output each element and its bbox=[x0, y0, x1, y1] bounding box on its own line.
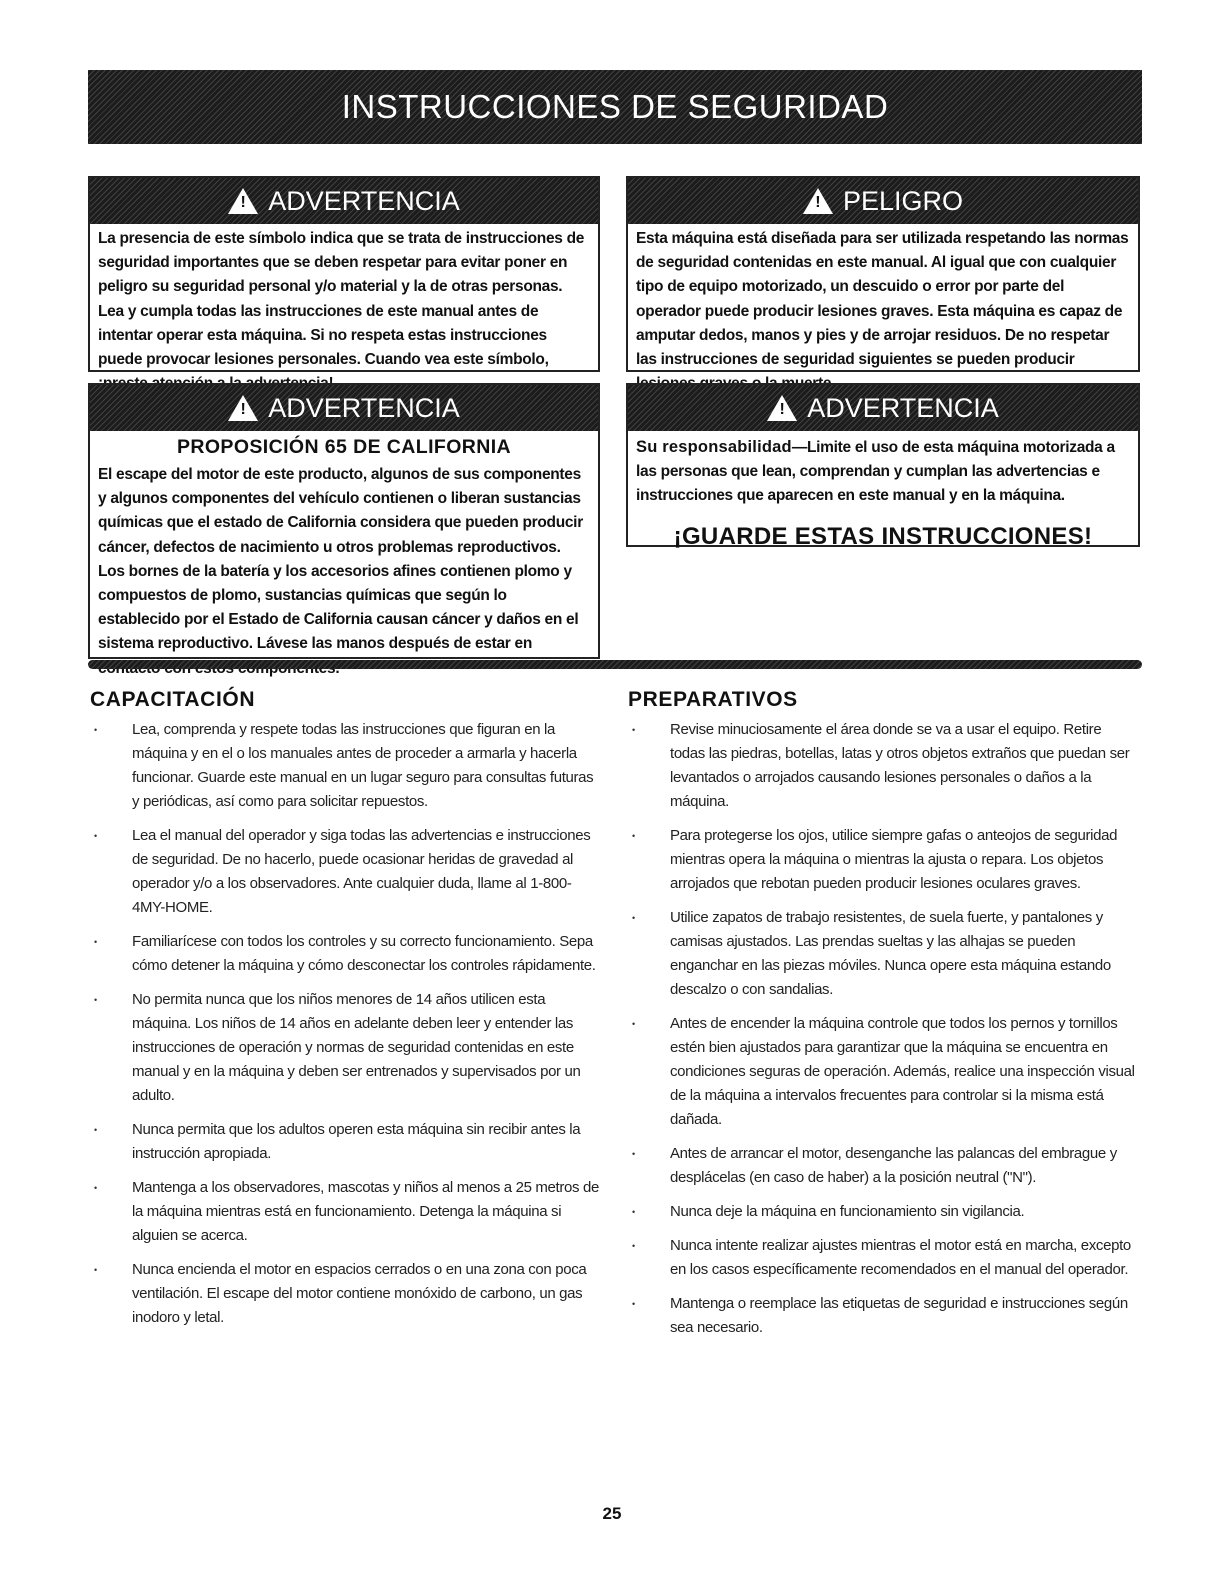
list-item: • Para protegerse los ojos, utilice siempre gafas o anteojos de seguridad mientras opera la máquina o mientras la ajusta o repara. Los objetos arrojados que rebotan pueden producir lesiones oculares graves. bbox=[628, 824, 1140, 896]
list-item: • Nunca permita que los adultos operen esta máquina sin recibir antes la instrucción apropiada. bbox=[90, 1118, 600, 1166]
warning-box-prop65 bbox=[88, 383, 600, 659]
responsibility-lead: Su responsabilidad bbox=[636, 438, 792, 456]
section-banner bbox=[88, 70, 1142, 144]
list-item: • Revise minuciosamente el área donde se va a usar el equipo. Retire todas las piedras, botellas, latas y otros objetos extraños que puedan ser levantados o arrojados causando lesiones personales o daños a la máquina. bbox=[628, 718, 1140, 814]
list-item: • Antes de arrancar el motor, desenganche las palancas del embrague y desplácelas (en caso de haber) a la posición neutral ("N"). bbox=[628, 1142, 1140, 1190]
warning-box-symbol bbox=[88, 176, 600, 372]
prop65-box-text: El escape del motor de este producto, algunos de sus componentes y algunos componentes del vehículo contienen o liberan sustancias químicas que el estado de California considera que pueden producir cáncer, defectos de nacimiento u otros problemas reproductivos. Los bornes de la batería y los accesorios afines contienen plomo y compuestos de plomo, sustancias químicas que según lo establecido por el Estado de California causan cáncer y daños en el sistema reproductivo. Lávese las manos después de estar en bbox=[98, 466, 583, 653]
warning-triangle-icon: ! bbox=[228, 188, 258, 214]
warning-triangle-icon: ! bbox=[228, 395, 258, 421]
list-item: • Nunca intente realizar ajustes mientras el motor está en marcha, excepto en los casos específicamente recomendados en el manual del operador. bbox=[628, 1234, 1140, 1282]
banner-title: INSTRUCCIONES DE SEGURIDAD bbox=[341, 88, 889, 125]
list-item: • Lea, comprenda y respete todas las instrucciones que figuran en la máquina y en el o los manuales antes de proceder a armarla y hacerla funcionar. Guarde este manual en un lugar seguro para consultas futuras y periódicas, así como para solicitar repuestos. bbox=[90, 718, 600, 814]
capacitacion-heading: CAPACITACIÓN bbox=[90, 688, 256, 711]
warning-box-title: ADVERTENCIA bbox=[268, 185, 460, 216]
preparativos-section bbox=[628, 688, 1140, 1350]
page-number: 25 bbox=[602, 1504, 622, 1523]
danger-box-header bbox=[628, 178, 1138, 224]
preparativos-list bbox=[628, 718, 1140, 1340]
warning-box-responsibility bbox=[626, 383, 1140, 550]
responsibility-box-header bbox=[628, 385, 1138, 431]
warning-triangle-icon: ! bbox=[803, 188, 833, 214]
capacitacion-list bbox=[90, 718, 600, 1330]
warning-box-text: La presencia de este símbolo indica que se trata de instrucciones de seguridad importantes que se deben respetar para evitar poner en peligro su seguridad personal y/o material y la de otras personas. Lea y cumpla todas las instrucciones de este manual antes de intentar operar esta máquina. Si no respeta estas instrucciones puede provocar lesiones personales. Cuando vea este símbolo, bbox=[98, 230, 585, 369]
preparativos-heading: PREPARATIVOS bbox=[628, 688, 798, 711]
warning-triangle-icon: ! bbox=[767, 395, 797, 421]
prop65-box-header bbox=[90, 385, 598, 431]
list-item: • Familiarícese con todos los controles y su correcto funcionamiento. Sepa cómo detener la máquina y cómo desconectar los controles rápidamente. bbox=[90, 930, 600, 978]
danger-box-title: PELIGRO bbox=[842, 185, 964, 216]
capacitacion-section bbox=[90, 688, 600, 1340]
list-item: • Utilice zapatos de trabajo resistentes, de suela fuerte, y pantalones y camisas ajustados. Las prendas sueltas y las alhajas se pueden enganchar en las piezas móviles. Nunca opere esta máquina estando descalzo o con sandalias. bbox=[628, 906, 1140, 1002]
section-divider bbox=[88, 660, 1142, 669]
list-item: • Mantenga o reemplace las etiquetas de seguridad e instrucciones según sea necesario. bbox=[628, 1292, 1140, 1340]
responsibility-box-title: ADVERTENCIA bbox=[807, 392, 999, 423]
danger-box bbox=[626, 176, 1140, 372]
list-item: • Antes de encender la máquina controle que todos los pernos y tornillos estén bien ajustados para garantizar que la máquina se encuentra en condiciones seguras de operación. Además, realice una inspección visual de la máquina a intervalos frecuentes para controlar si la misma está dañada. bbox=[628, 1012, 1140, 1132]
list-item: • Nunca deje la máquina en funcionamiento sin vigilancia. bbox=[628, 1200, 1140, 1224]
list-item: • Nunca encienda el motor en espacios cerrados o en una zona con poca ventilación. El escape del motor contiene monóxido de carbono, un gas inodoro y letal. bbox=[90, 1258, 600, 1330]
list-item: • No permita nunca que los niños menores de 14 años utilicen esta máquina. Los niños de 14 años en adelante deben leer y entender las instrucciones de operación y normas de seguridad contenidas en este manual y en la máquina y deben ser entrenados y supervisados por un adulto. bbox=[90, 988, 600, 1108]
prop65-box-title: ADVERTENCIA bbox=[268, 392, 460, 423]
list-item: • Lea el manual del operador y siga todas las advertencias e instrucciones de seguridad. De no hacerlo, puede ocasionar heridas de gravedad al operador y/o a los observadores. Ante cualquier duda, llame al 1-800-4MY-HOME. bbox=[90, 824, 600, 920]
danger-box-text: Esta máquina está diseñada para ser utilizada respetando las normas de seguridad contenidas en este manual. Al igual que con cualquier tipo de equipo motorizado, un descuido o error por parte del operador puede producir lesiones graves. Esta máquina es capaz de amputar dedos, manos y pies y de arrojar residuos. De no respetar las instrucciones de seguridad siguientes se pueden producir bbox=[636, 230, 1129, 369]
warning-box-header bbox=[90, 178, 598, 224]
save-instructions-notice: ¡GUARDE ESTAS INSTRUCCIONES! bbox=[673, 522, 1093, 550]
responsibility-text: —Limite el uso de esta máquina motorizada a las personas que lean, comprendan y cumplan las advertencias e instrucciones que aparecen en este manual y en la máquina. bbox=[636, 439, 1115, 505]
responsibility-box-text bbox=[628, 431, 1138, 509]
prop65-subtitle: PROPOSICIÓN 65 DE CALIFORNIA bbox=[176, 436, 512, 458]
list-item: • Mantenga a los observadores, mascotas y niños al menos a 25 metros de la máquina mientras está en funcionamiento. Detenga la máquina si alguien se acerca. bbox=[90, 1176, 600, 1248]
